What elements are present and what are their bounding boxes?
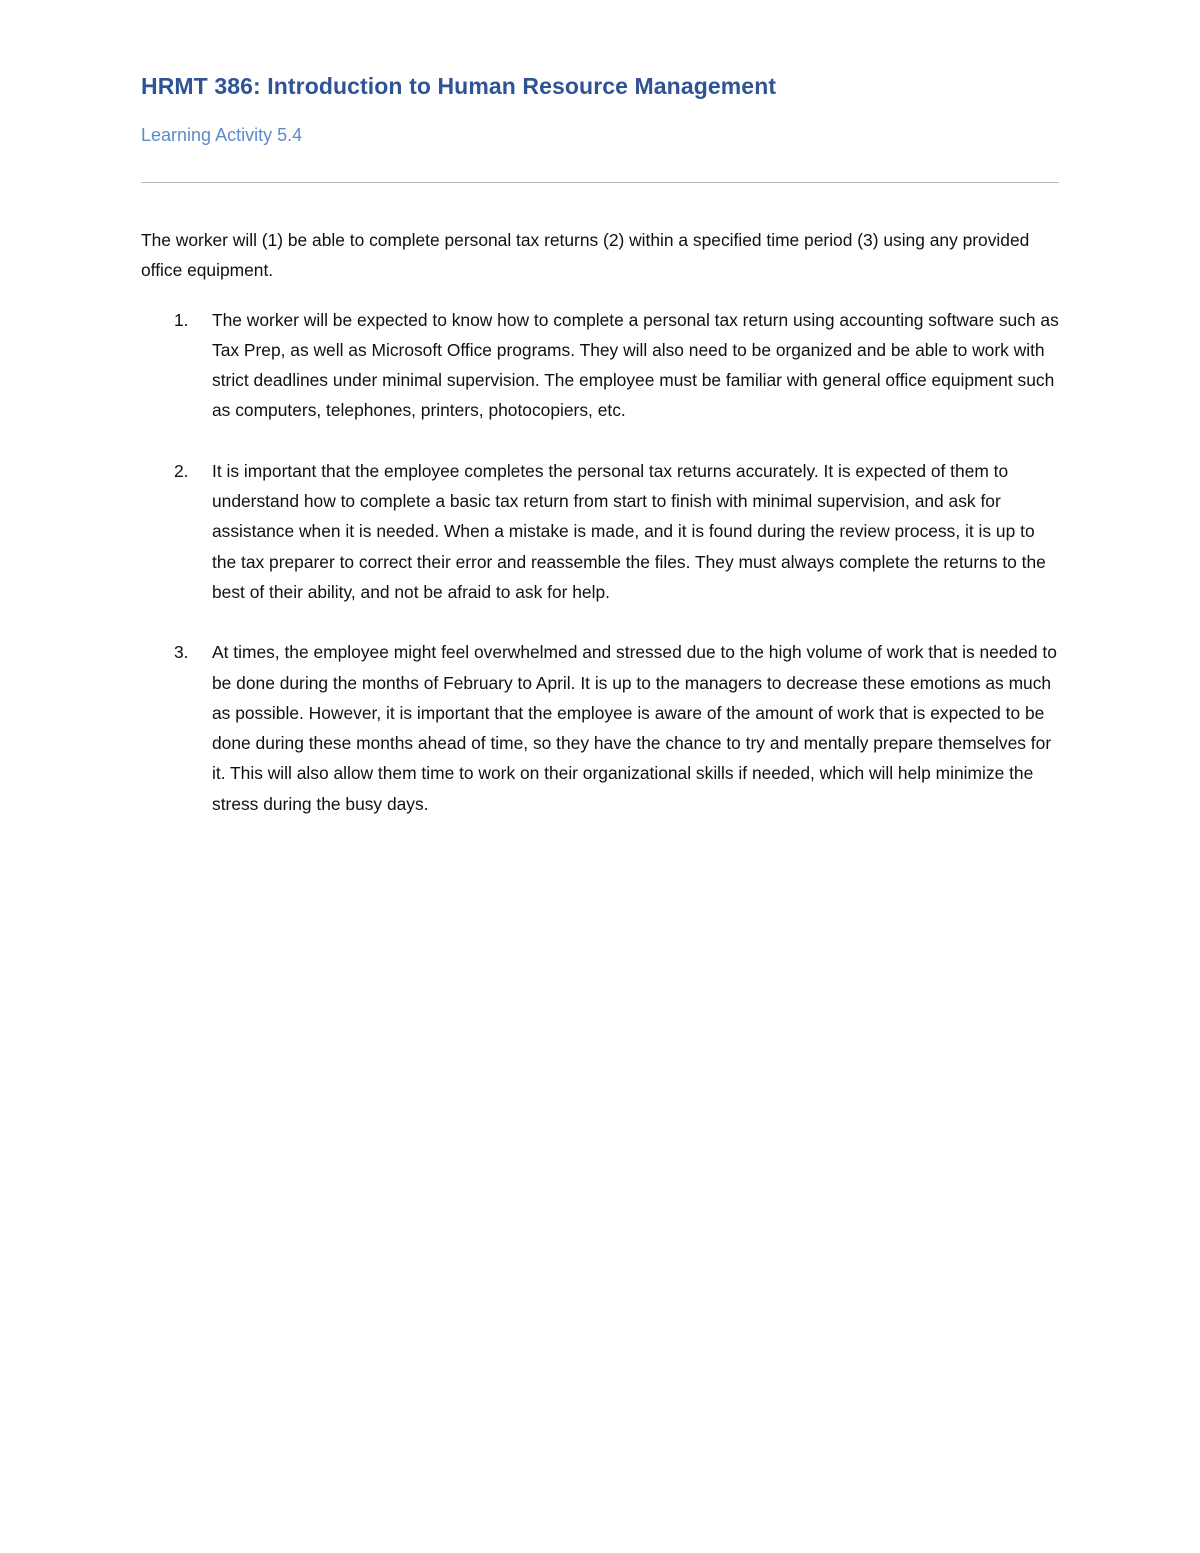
list-item-number: 1. — [174, 309, 189, 330]
document-subtitle: Learning Activity 5.4 — [141, 125, 303, 145]
list-item — [141, 305, 1059, 426]
list-item-number: 3. — [174, 642, 189, 663]
list-item — [141, 456, 1059, 607]
numbered-list — [141, 305, 1059, 819]
list-item — [141, 637, 1059, 819]
document-title: HRMT 386: Introduction to Human Resource Management — [141, 73, 777, 99]
intro-paragraph: The worker will (1) be able to complete personal tax returns (2) within a specified time period (3) using any provided office equipment. — [141, 230, 1030, 281]
list-item-text: It is important that the employee completes the personal tax returns accurately. It is expected of them to understand how to complete a basic tax return from start to finish with minimal supervision, and ask for assistance when it is needed. When a mistake is made, and it is found during the review process, it is up to the tax preparer to correct their error and reassemble the files. They must always complete the returns to the best of their ability, and not be afraid to ask for help. — [212, 460, 1046, 602]
list-item-text: The worker will be expected to know how to complete a personal tax return using accounting software such as Tax Prep, as well as Microsoft Office programs. They will also need to be organized and be able to work with strict deadlines under minimal supervision. The employee must be familiar with general office equipment such as computers, telephones, printers, photocopiers, etc. — [212, 309, 1059, 421]
list-item-number: 2. — [174, 460, 189, 481]
document-body — [141, 225, 1059, 849]
title-divider — [141, 182, 1059, 183]
list-item-text: At times, the employee might feel overwhelmed and stressed due to the high volume of work that is needed to be done during the months of February to April. It is up to the managers to decrease these emotions as much as possible. However, it is important that the employee is aware of the amount of work that is expected to be done during these months ahead of time, so they have the chance to try and mentally prepare themselves for it. This will also allow them time to work on their organizational skills if needed, which will help minimize the stress during the busy days. — [212, 642, 1057, 814]
